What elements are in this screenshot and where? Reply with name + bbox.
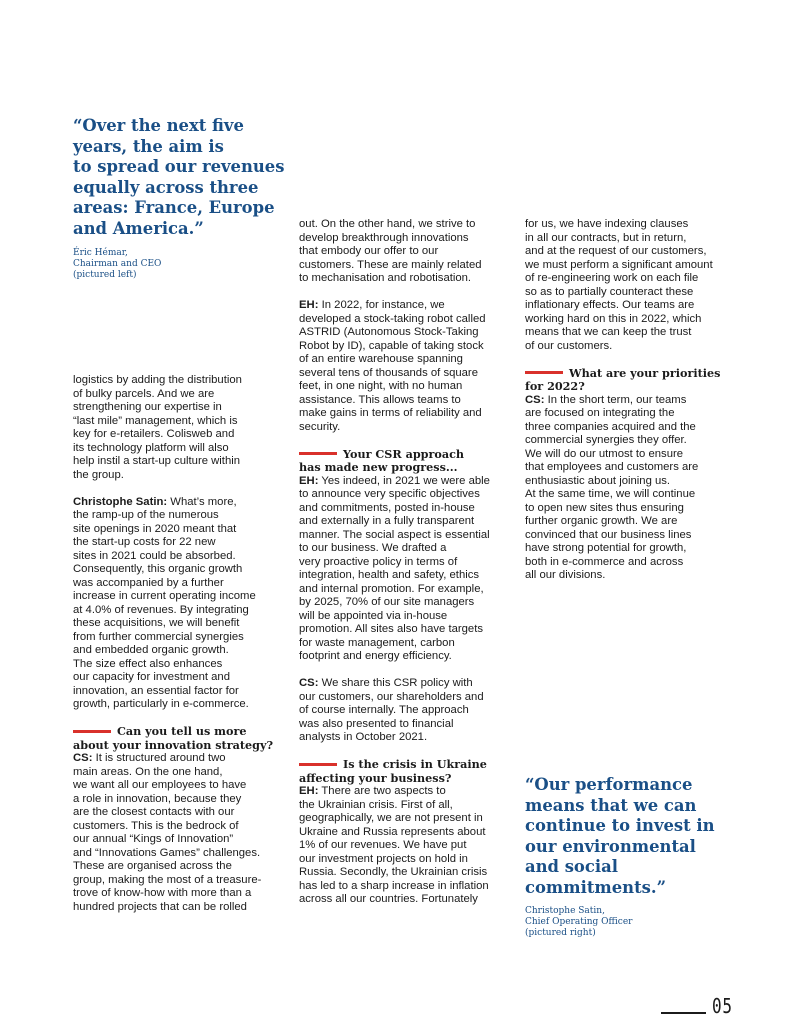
column-3: [525, 218, 735, 583]
paragraph-text: What’s more, the ramp-up of the numerous site openings in 2020 meant that the start-up costs for 22 new sites in 2021 could be absorbed. Consequently, this organic growth was accompanied by a further increase in current operating income at 4.0% of revenues. By integrating these acquisitions, we will benefit from further commercial synergies and embedded organic growth. The size effect also enhances our capacity for investment and innovation, an essential factor for growth, particularly in e-commerce.: [73, 495, 256, 710]
speaker-label: Christophe Satin:: [73, 495, 168, 508]
speaker-label: CS:: [525, 393, 545, 406]
paragraph: [525, 394, 735, 583]
paragraph-text: It is structured around two main areas. On the one hand, we want all our employees to have a role in innovation, because they are the closest contacts with our customers. This is the bedrock of our annual “Kings of Innovation” and “Innovations Games” challenges. These are organised across the group, making the most of a treasure- trove of know-how with more than a hundred projects that can be rolled: [73, 752, 262, 913]
red-accent-bar: [525, 371, 563, 374]
column-2: [299, 218, 509, 907]
paragraph: [299, 299, 509, 434]
pull-quote-hemar-attribution: Éric Hémar, Chairman and CEO (pictured left): [73, 248, 162, 280]
paragraph-text: There are two aspects to the Ukrainian crisis. First of all, geographically, we are not present in Ukraine and Russia represents about 1% of our revenues. We have put our investment projects on hold in Russia. Secondly, the Ukrainian crisis has led to a sharp increase in inflation across all our countries. Fortunately: [299, 785, 489, 905]
paragraph-text: In 2022, for instance, we developed a stock-taking robot called ASTRID (Autonomous Stock-Taking Robot by ID), capable of taking stock of an entire warehouse spanning several tens of thousands of square feet, in one night, with no human assistance. This allows teams to make gains in terms of reliability and security.: [299, 299, 486, 433]
paragraph: for us, we have indexing clauses in all our contracts, but in return, and at the request of our customers, we must perform a significant amount of re-engineering work on each file so as to partially counteract these inflationary effects. Our teams are working hard on this in 2022, which means that we can keep the trust of our customers.: [525, 218, 713, 352]
question-heading: [73, 725, 283, 752]
question-heading: [525, 367, 735, 394]
paragraph-text: In the short term, our teams are focused on integrating the three companies acquired and the commercial synergies they offer. We will do our utmost to ensure that employees and customers are enthusiastic about joining us. At the same time, we will continue to open new sites thus ensuring further organic growth. We are convinced that our business lines have strong potential for growth, both in e-commerce and across all our divisions.: [525, 393, 699, 581]
pull-quote-satin: “Our performance means that we can continue to invest in our environmental and social commitments.”: [525, 775, 715, 897]
question-heading: [299, 448, 509, 475]
red-accent-bar: [299, 763, 337, 766]
speaker-label: CS:: [299, 677, 319, 689]
question-text: Can you tell us more about your innovation strategy?: [73, 724, 274, 752]
pull-quote-satin-attribution: Christophe Satin, Chief Operating Officer (pictured right): [525, 906, 633, 938]
paragraph: [299, 677, 509, 745]
paragraph: [73, 752, 283, 914]
pull-quote-hemar: “Over the next five years, the aim is to spread our revenues equally across three areas: France, Europe and America.”: [73, 116, 285, 238]
paragraph-text: Yes indeed, in 2021 we were able to announce very specific objectives and commitments, posted in-house and externally in a fully transparent manner. The social aspect is essential to our business. We drafted a very proactive policy in terms of integration, health and safety, ethics and internal promotion. For example, by 2025, 70% of our site managers will be appointed via in-house promotion. All sites also have targets for waste management, carbon footprint and energy efficiency.: [299, 474, 490, 662]
page-number-rule: [661, 1012, 706, 1014]
column-1: [73, 374, 283, 914]
question-text: What are your priorities for 2022?: [525, 365, 721, 393]
question-text: Your CSR approach has made new progress...: [299, 446, 465, 474]
speaker-label: EH:: [299, 785, 319, 797]
page-number: 05: [712, 994, 733, 1018]
paragraph: [73, 496, 283, 712]
red-accent-bar: [299, 452, 337, 455]
speaker-label: EH:: [299, 299, 319, 311]
red-accent-bar: [73, 730, 111, 733]
speaker-label: CS:: [73, 752, 93, 764]
question-text: Is the crisis in Ukraine affecting your business?: [299, 757, 487, 785]
speaker-label: EH:: [299, 474, 319, 487]
paragraph: logistics by adding the distribution of bulky parcels. And we are strengthening our expertise in “last mile” management, which is key for e-retailers. Colisweb and its technology platform will also help instil a start-up culture within the group.: [73, 374, 242, 481]
paragraph-text: We share this CSR policy with our customers, our shareholders and of course internally. The approach was also presented to financial analysts in October 2021.: [299, 677, 484, 743]
paragraph: [299, 475, 509, 664]
paragraph: out. On the other hand, we strive to develop breakthrough innovations that embody our offer to our customers. These are mainly related to mechanisation and robotisation.: [299, 218, 482, 284]
paragraph: [299, 785, 509, 907]
question-heading: [299, 758, 509, 785]
